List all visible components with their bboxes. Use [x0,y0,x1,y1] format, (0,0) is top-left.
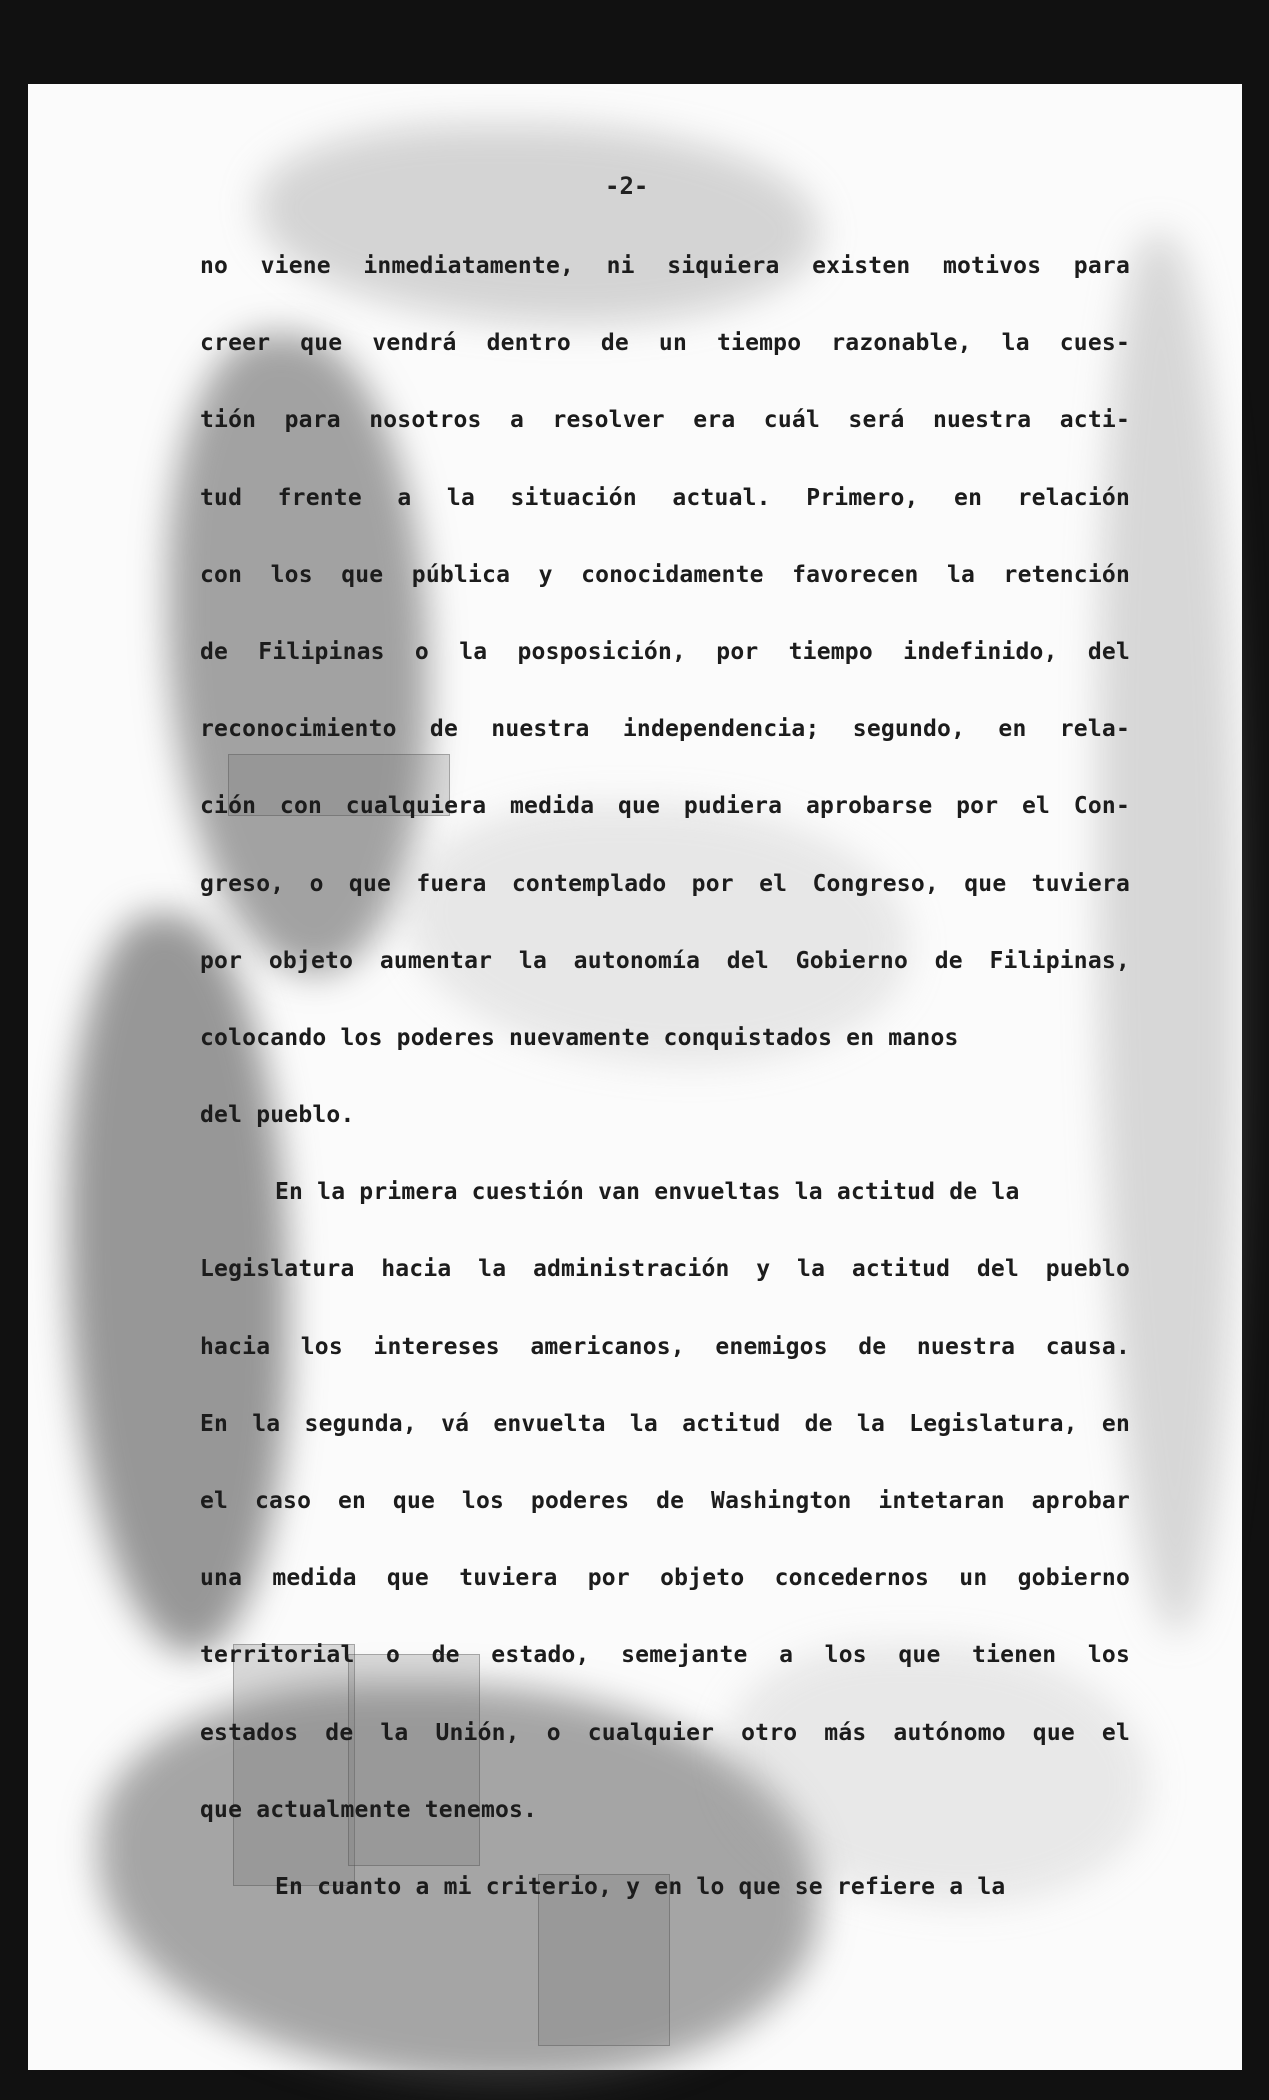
text-line: no viene inmediatamente, ni siquiera existen motivos para [200,253,1130,279]
text-line: por objeto aumentar la autonomía del Gobierno de Filipinas, [200,947,1130,974]
text-line: territorial o de estado, semejante a los que tienen los [200,1642,1130,1669]
text-line: ción con cualquiera medida que pudiera aprobarse por el Con- [200,793,1130,820]
page-number: -2- [605,172,649,200]
text-line: estados de la Unión, o cualquier otro más autónomo que el [200,1719,1130,1746]
text-line: tud frente a la situación actual. Primero, en relación [200,484,1130,511]
text-line: tión para nosotros a resolver era cuál será nuestra acti- [200,407,1130,434]
text-line: el caso en que los poderes de Washington intetaran aprobar [200,1488,1130,1514]
text-line: En la primera cuestión van envueltas la actitud de la [275,1179,1020,1206]
text-line: greso, o que fuera contemplado por el Congreso, que tuviera [200,870,1130,897]
text-line: reconocimiento de nuestra independencia; segundo, en rela- [200,716,1130,743]
text-line: del pueblo. [200,1102,355,1129]
text-line: colocando los poderes nuevamente conquistados en manos [200,1024,959,1051]
text-line: En cuanto a mi criterio, y en lo que se refiere a la [275,1873,1006,1900]
text-line: Legislatura hacia la administración y la actitud del pueblo [200,1256,1130,1283]
text-line: que actualmente tenemos. [200,1796,538,1823]
text-line: una medida que tuviera por objeto concedernos un gobierno [200,1565,1130,1592]
body-text [200,244,1130,1942]
text-line: hacia los intereses americanos, enemigos de nuestra causa. [200,1333,1130,1360]
text-line: de Filipinas o la posposición, por tiempo indefinido, del [200,638,1130,665]
text-line: En la segunda, vá envuelta la actitud de la Legislatura, en [200,1410,1130,1437]
text-line: con los que pública y conocidamente favorecen la retención [200,561,1130,588]
text-line: creer que vendrá dentro de un tiempo razonable, la cues- [200,330,1130,357]
